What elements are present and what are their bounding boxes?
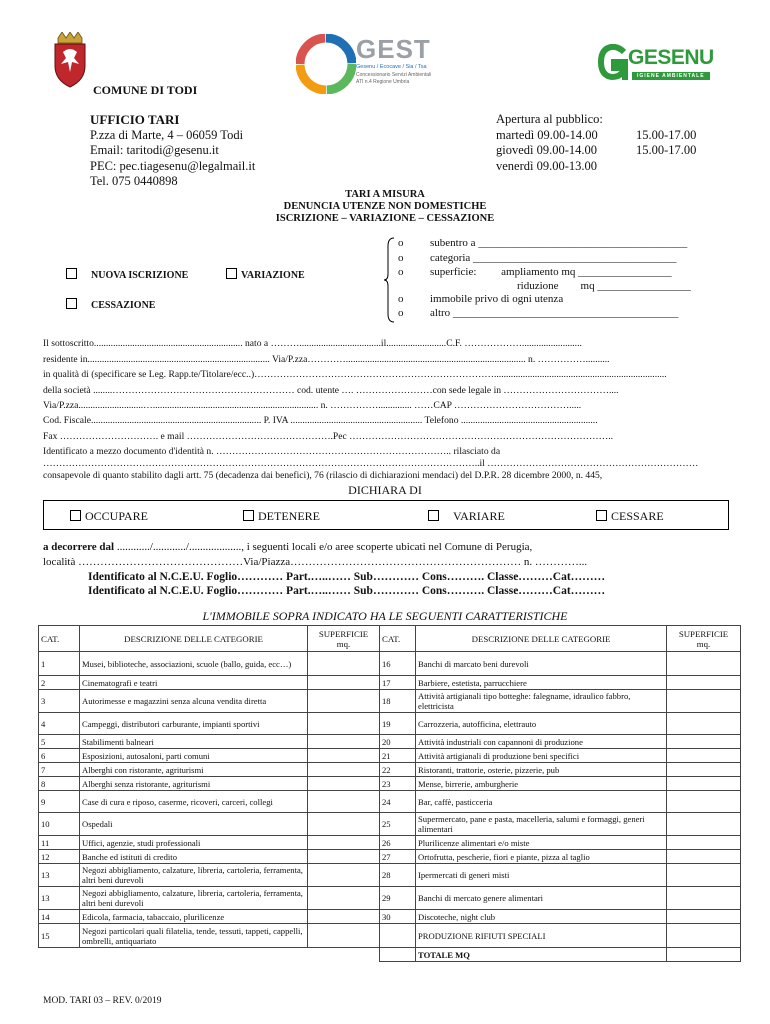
- category-number: 16: [380, 652, 416, 676]
- dichiara-heading: DICHIARA DI: [348, 483, 422, 497]
- category-description: Negozi abbigliamento, calzature, libreria, cartoleria, ferramenta, altri beni durevoli: [80, 887, 308, 910]
- category-number: 3: [39, 690, 80, 713]
- category-description: PRODUZIONE RIFIUTI SPECIALI: [416, 924, 667, 948]
- category-description: Case di cura e riposo, caserme, ricoveri, carceri, collegi: [80, 791, 308, 813]
- field-codfisc-piva[interactable]: Cod. Fiscale....................................................................... P. IVA ....................................................... Telefono .........................................................: [43, 415, 598, 426]
- category-number: 11: [39, 836, 80, 850]
- gest-sub2: ATI n.4 Regione Umbria: [356, 79, 410, 85]
- category-description: Supermercato, pane e pasta, macelleria, salumi e formaggi, generi alimentari: [416, 813, 667, 836]
- category-description: Cinematografi e teatri: [80, 676, 308, 690]
- table-row: [39, 713, 741, 735]
- option-subentro[interactable]: subentro a ______________________________________: [430, 237, 688, 249]
- form-title-1: TARI A MISURA: [345, 189, 425, 200]
- opening-pm-2: 15.00-17.00: [636, 143, 697, 157]
- occupare-checkbox[interactable]: [70, 510, 81, 521]
- detenere-checkbox[interactable]: [243, 510, 254, 521]
- category-description: Attività artigianali tipo botteghe: falegname, idraulico fabbro, elettricista: [416, 690, 667, 713]
- surface-input[interactable]: [308, 777, 380, 791]
- surface-input[interactable]: [308, 749, 380, 763]
- category-description: Negozi abbigliamento, calzature, libreria, cartoleria, ferramenta, altri beni durevoli: [80, 864, 308, 887]
- opening-day-2: giovedì 09.00-14.00: [496, 143, 598, 157]
- category-number: 20: [380, 735, 416, 749]
- category-number: 2: [39, 676, 80, 690]
- office-tel: Tel. 075 0440898: [90, 174, 178, 188]
- opening-day-3: venerdì 09.00-13.00: [496, 159, 598, 173]
- option-bullet: o: [398, 252, 404, 264]
- category-number: 30: [380, 910, 416, 924]
- surface-input[interactable]: [667, 777, 741, 791]
- category-description: Plurilicenze alimentari e/o miste: [416, 836, 667, 850]
- empty-cell: [380, 948, 416, 962]
- category-number: 1: [39, 652, 80, 676]
- table-row: [39, 791, 741, 813]
- surface-input[interactable]: [667, 924, 741, 948]
- surface-input[interactable]: [667, 887, 741, 910]
- empty-cell: [39, 948, 80, 962]
- empty-cell: [80, 948, 308, 962]
- gest-logo-icon: [296, 34, 356, 94]
- occupare-option[interactable]: [70, 509, 148, 524]
- table-row: [39, 652, 741, 676]
- col-header-cat: CAT.: [39, 626, 80, 652]
- surface-input[interactable]: [667, 713, 741, 735]
- table-row: [39, 735, 741, 749]
- category-number: 13: [39, 864, 80, 887]
- table-row: [39, 749, 741, 763]
- category-description: Ristoranti, trattorie, osterie, pizzerie, pub: [416, 763, 667, 777]
- nuova-iscrizione-checkbox[interactable]: [66, 268, 77, 279]
- category-description: Carrozzeria, autofficina, elettrauto: [416, 713, 667, 735]
- comune-name: COMUNE DI TODI: [93, 83, 198, 97]
- brace-icon: [382, 236, 396, 324]
- category-number: 28: [380, 864, 416, 887]
- footer-model: MOD. TARI 03 – REV. 0/2019: [43, 996, 162, 1006]
- category-number: 17: [380, 676, 416, 690]
- surface-input[interactable]: [308, 676, 380, 690]
- surface-input[interactable]: [667, 864, 741, 887]
- surface-input[interactable]: [667, 836, 741, 850]
- detenere-label: DETENERE: [258, 509, 320, 523]
- table-row: [39, 924, 741, 948]
- nuova-iscrizione-label: NUOVA ISCRIZIONE: [91, 270, 189, 281]
- category-description: Attività industriali con capannoni di produzione: [416, 735, 667, 749]
- category-description: Esposizioni, autosaloni, parti comuni: [80, 749, 308, 763]
- category-number: 4: [39, 713, 80, 735]
- option-bullet: o: [398, 293, 404, 305]
- nceu-line-1[interactable]: Identificato al N.C.E.U. Foglio………… Part.…..…… Sub………… Cons………. Classe………Cat………: [88, 571, 606, 583]
- surface-input[interactable]: [308, 864, 380, 887]
- option-bullet: o: [398, 307, 404, 319]
- category-number: 26: [380, 836, 416, 850]
- table-row: [39, 836, 741, 850]
- total-surface-input[interactable]: [667, 948, 741, 962]
- category-number: 13: [39, 887, 80, 910]
- option-categoria[interactable]: categoria _____________________________________: [430, 252, 677, 264]
- nceu-line-2[interactable]: Identificato al N.C.E.U. Foglio………… Part.…..…… Sub………… Cons………. Classe………Cat………: [88, 585, 606, 597]
- office-email: Email: taritodi@gesenu.it: [90, 143, 219, 157]
- option-immobile[interactable]: immobile privo di ogni utenza: [430, 293, 564, 305]
- col-header-cat: CAT.: [380, 626, 416, 652]
- gesenu-logo-icon: [598, 44, 628, 80]
- category-number: 27: [380, 850, 416, 864]
- field-documento[interactable]: Identificato a mezzo documento d'identità n. ……………………………………………………………….. rilasciato da: [43, 446, 501, 457]
- gest-logo: [296, 32, 446, 96]
- office-title: UFFICIO TARI: [90, 112, 180, 127]
- gest-sub1: Concessionario Servizi Ambientali: [356, 72, 432, 78]
- table-row: [39, 887, 741, 910]
- category-description: Edicola, farmacia, tabaccaio, plurilicenze: [80, 910, 308, 924]
- category-number: 8: [39, 777, 80, 791]
- form-title-3: ISCRIZIONE – VARIAZIONE – CESSAZIONE: [275, 213, 495, 224]
- characteristics-title: L'IMMOBILE SOPRA INDICATO HA LE SEGUENTI CARATTERISTICHE: [202, 609, 568, 623]
- gesenu-tag: IGIENE AMBIENTALE: [632, 72, 710, 80]
- option-bullet: o: [398, 237, 404, 249]
- decorrere-line[interactable]: [43, 541, 532, 553]
- field-sottoscritto[interactable]: Il sottoscritto.............................................................. nato a ………..................................il.........................C.F. ……………….........................: [43, 338, 582, 349]
- category-description: Alberghi con ristorante, agriturismi: [80, 763, 308, 777]
- category-number: 23: [380, 777, 416, 791]
- category-description: Banche ed istituti di credito: [80, 850, 308, 864]
- field-societa[interactable]: della società ........………………………………………………… cod. utente …. ……………………con sede legale in ……………………………....: [43, 385, 619, 396]
- col-header-sup: SUPERFICIE mq.: [667, 626, 741, 652]
- category-description: Bar, caffè, pasticceria: [416, 791, 667, 813]
- cessare-label: CESSARE: [611, 509, 664, 523]
- category-description: Musei, biblioteche, associazioni, scuole (ballo, guida, ecc…): [80, 652, 308, 676]
- surface-input[interactable]: [667, 735, 741, 749]
- surface-input[interactable]: [667, 676, 741, 690]
- opening-day-1: martedì 09.00-14.00: [496, 128, 598, 142]
- category-number: 7: [39, 763, 80, 777]
- table-row: [39, 910, 741, 924]
- category-description: Discoteche, night club: [416, 910, 667, 924]
- option-bullet: o: [398, 266, 404, 278]
- gesenu-logo: [598, 44, 714, 82]
- decorrere-rest: ............/............/..................., i seguenti locali e/o aree scoperte ubicati nel Comune di Perugia,: [114, 541, 533, 553]
- surface-input[interactable]: [308, 850, 380, 864]
- field-residente[interactable]: residente in............................................................................ Via/P.zza…………........................................................................... n. ……………..........: [43, 354, 610, 365]
- category-description: Autorimesse e magazzini senza alcuna vendita diretta: [80, 690, 308, 713]
- category-number: 14: [39, 910, 80, 924]
- detenere-option[interactable]: [243, 509, 320, 524]
- surface-input[interactable]: [667, 850, 741, 864]
- surface-input[interactable]: [667, 763, 741, 777]
- table-row: [39, 763, 741, 777]
- surface-input[interactable]: [308, 910, 380, 924]
- category-description: Stabilimenti balneari: [80, 735, 308, 749]
- surface-input[interactable]: [308, 713, 380, 735]
- opening-title: Apertura al pubblico:: [496, 112, 603, 126]
- category-description: Alberghi senza ristorante, agriturismi: [80, 777, 308, 791]
- surface-input[interactable]: [308, 690, 380, 713]
- option-altro[interactable]: altro _________________________________________: [430, 307, 679, 319]
- cessare-option[interactable]: [596, 509, 664, 524]
- variare-option[interactable]: [428, 509, 505, 524]
- table-row: [39, 777, 741, 791]
- category-description: Negozi particolari quali filatelia, tende, tessuti, tappeti, cappelli, ombrelli, antiquariato: [80, 924, 308, 948]
- variazione-option[interactable]: [226, 268, 305, 281]
- variazione-checkbox[interactable]: [226, 268, 237, 279]
- cessazione-checkbox[interactable]: [66, 298, 77, 309]
- option-superficie[interactable]: superficie: ampliamento mq _________________: [430, 266, 672, 278]
- col-header-desc: DESCRIZIONE DELLE CATEGORIE: [80, 626, 308, 652]
- localita-line[interactable]: località ………………………………………Via/Piazza……………………………………………………… n. …………...: [43, 556, 588, 568]
- category-description: Attività artigianali di produzione beni specifici: [416, 749, 667, 763]
- category-number: 24: [380, 791, 416, 813]
- consapevole-text: consapevole di quanto stabilito dagli artt. 75 (decadenza dai benefici), 76 (rilascio di dichiarazioni mendaci) del D.P.R. 28 dicembre 2000, n. 445,: [43, 470, 603, 481]
- gesenu-name: GESENU: [628, 46, 714, 69]
- gest-name: GEST: [356, 34, 431, 64]
- categories-table: [38, 625, 741, 962]
- category-description: Barbiere, estetista, parrucchiere: [416, 676, 667, 690]
- field-qualita[interactable]: in qualità di (specificare se Leg. Rapp.te/Titolare/ecc..)…………………………………………………………………........................................................................: [43, 369, 667, 380]
- categories-table-wrap: [38, 625, 740, 962]
- category-number: 29: [380, 887, 416, 910]
- empty-cell: [308, 948, 380, 962]
- form-title-2: DENUNCIA UTENZE NON DOMESTICHE: [283, 201, 487, 212]
- col-header-desc: DESCRIZIONE DELLE CATEGORIE: [416, 626, 667, 652]
- variare-label: VARIARE: [453, 509, 505, 523]
- surface-input[interactable]: [667, 690, 741, 713]
- category-description: Ipermercati di generi misti: [416, 864, 667, 887]
- surface-input[interactable]: [667, 813, 741, 836]
- surface-input[interactable]: [308, 813, 380, 836]
- cessazione-option[interactable]: [66, 298, 155, 311]
- opening-pm-1: 15.00-17.00: [636, 128, 697, 142]
- nuova-iscrizione-option[interactable]: [66, 268, 188, 281]
- surface-input[interactable]: [308, 735, 380, 749]
- category-description: Mense, birrerie, amburgherie: [416, 777, 667, 791]
- table-row: [39, 850, 741, 864]
- category-description: Uffici, agenzie, studi professionali: [80, 836, 308, 850]
- category-number: 25: [380, 813, 416, 836]
- table-row: [39, 864, 741, 887]
- surface-input[interactable]: [667, 749, 741, 763]
- surface-input[interactable]: [308, 836, 380, 850]
- surface-input[interactable]: [308, 652, 380, 676]
- category-number: 22: [380, 763, 416, 777]
- cessazione-label: CESSAZIONE: [91, 300, 156, 311]
- category-number: 21: [380, 749, 416, 763]
- occupare-label: OCCUPARE: [85, 509, 148, 523]
- office-address: P.zza di Marte, 4 – 06059 Todi: [90, 128, 244, 142]
- category-number: 10: [39, 813, 80, 836]
- col-header-sup: SUPERFICIE mq.: [308, 626, 380, 652]
- surface-input[interactable]: [667, 652, 741, 676]
- surface-input[interactable]: [308, 887, 380, 910]
- field-fax-email-pec[interactable]: Fax …………………………. e mail ……………………………………….Pec ………………………………………………………………………..: [43, 431, 614, 442]
- category-number: 18: [380, 690, 416, 713]
- office-pec: PEC: pec.tiagesenu@legalmail.it: [90, 159, 256, 173]
- table-row: [39, 690, 741, 713]
- field-via-cap[interactable]: Via/P.zza...........................…..................................................................... n. …………….............. ……CAP ……………………………….....: [43, 400, 582, 411]
- category-description: Banchi di mercato genere alimentari: [416, 887, 667, 910]
- category-number: 12: [39, 850, 80, 864]
- gest-tagline: Gesenu / Ecocave / Sia / Tsa: [356, 64, 427, 70]
- table-row: [39, 813, 741, 836]
- category-number: 6: [39, 749, 80, 763]
- total-label: TOTALE MQ: [416, 948, 667, 962]
- category-number: 5: [39, 735, 80, 749]
- category-description: Banchi di marcato beni durevoli: [416, 652, 667, 676]
- field-documento-data[interactable]: ………………………………………………………………………………………………………………………..il …………………………………………………………: [43, 458, 699, 469]
- todi-coat-of-arms-icon: [52, 32, 88, 88]
- category-description: Ospedali: [80, 813, 308, 836]
- category-number: 15: [39, 924, 80, 948]
- category-number: 9: [39, 791, 80, 813]
- category-description: Campeggi, distributori carburante, impianti sportivi: [80, 713, 308, 735]
- total-row: [39, 948, 741, 962]
- surface-input[interactable]: [667, 910, 741, 924]
- variare-checkbox[interactable]: [428, 510, 439, 521]
- category-description: Ortofrutta, pescherie, fiori e piante, pizza al taglio: [416, 850, 667, 864]
- table-row: [39, 676, 741, 690]
- surface-input[interactable]: [308, 763, 380, 777]
- category-number: 19: [380, 713, 416, 735]
- surface-input[interactable]: [308, 924, 380, 948]
- surface-input[interactable]: [667, 791, 741, 813]
- category-number: [380, 924, 416, 948]
- variazione-label: VARIAZIONE: [241, 270, 305, 281]
- surface-input[interactable]: [308, 791, 380, 813]
- cessare-checkbox[interactable]: [596, 510, 607, 521]
- option-riduzione[interactable]: riduzione mq _________________: [517, 280, 691, 292]
- decorrere-label: a decorrere dal: [43, 541, 115, 553]
